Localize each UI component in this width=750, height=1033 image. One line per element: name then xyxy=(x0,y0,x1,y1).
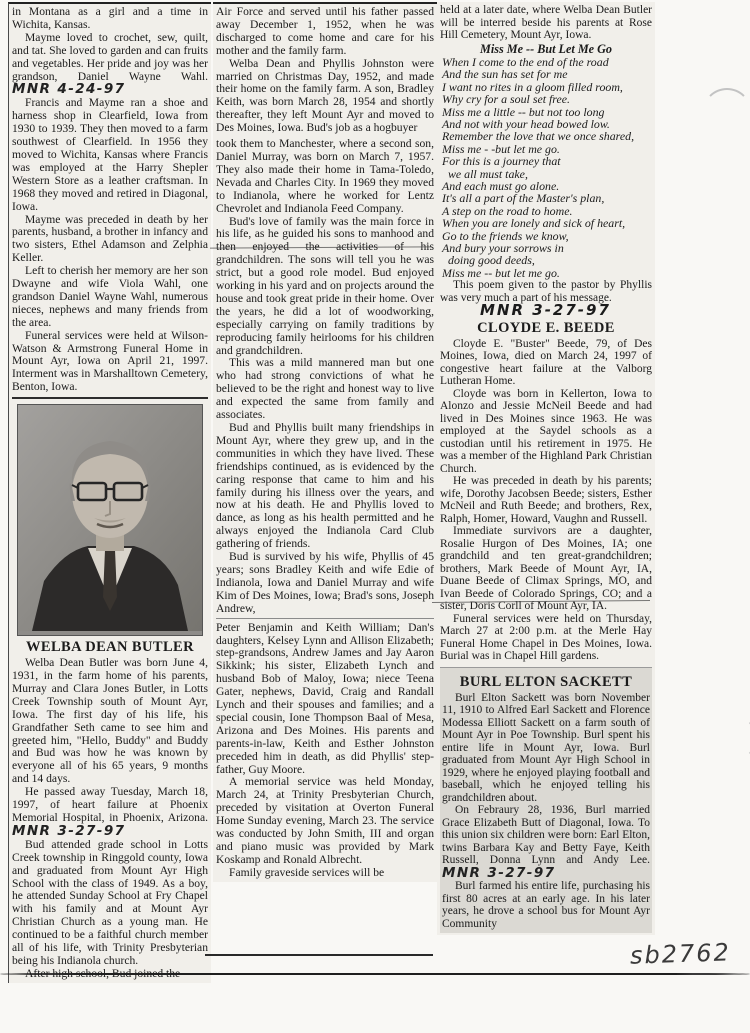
butler-paragraph: After high school, Bud joined the xyxy=(25,966,181,980)
poem-line: For this is a journey that xyxy=(442,154,561,169)
poem-line: When I come to the end of the road xyxy=(442,54,609,69)
butler-paragraph: Bud is survived by his wife, Phyllis of 45 years; sons Bradley Keith and wife Edie of Indianola, Iowa and Daniel Murray and wife Kim of Des Moines, Iowa; Brad's sons, Joseph Andrew, xyxy=(216,550,434,615)
beede-paragraph: Funeral services were held on Thursday, March 27 at 2:00 p.m. at the Merle Hay Funeral Home Chapel in Des Moines, Iowa. Burial was in Chapel Hill gardens. xyxy=(440,612,652,663)
wahl-paragraph: Francis and Mayme ran a shoe and harness shop in Clearfield, Iowa from 1930 to 1939. They then moved to a farm southwest of Clearfield. In 1956 they moved to Wichita, Kansas where Francis was employed at the Harry Shepler Western Store as a leather craftsman. In 1968 they moved and retired in Diagonal, Iowa. xyxy=(12,96,208,213)
butler-paragraph: held at a later date, where Welba Dean Butler will be interred beside his parents at Rose Hill Cemetery, Mount Ayr, Iowa. xyxy=(440,4,652,41)
poem-line: Go to the friends we know, xyxy=(442,228,569,243)
handwritten-date-wahl: MNR 4-24-97 xyxy=(12,81,126,98)
punch-hole-mark xyxy=(722,716,750,760)
butler-paragraph: Peter Benjamin and Keith William; Dan's daughters, Kelsey Lynn and Allison Elizabeth; step-grandsons, Andrew James and Jay Aaron Sikkink; his sister, Elizabeth Lynch and husband Bob of Maloy, Iowa; niece Teena Gater, nephews, David, Craig and Randall Lynch and their spouses and families; and a special cousin, Ione Thompson Baal of Mesa, Arizona and Des Moines. His parents and parents-in-law, Keith and Esther Johnston preceded him in death, as did Phyllis' step-father, Guy Moore. xyxy=(216,620,434,776)
butler-paragraph: Bud attended grade school in Lotts Creek township in Ringgold county, Iowa and graduated from Mount Ayr High School with the class of 1949. As a boy, he attended Sunday School at Fry Chapel with his family and at Mount Ayr Christian Church as a young man. He continued to be a faithful church member all of his life, with Trinity Presbyterian being his Indianola church. xyxy=(12,837,208,967)
sackett-paragraph xyxy=(442,804,650,880)
butler-paragraph: Family graveside services will be xyxy=(229,865,385,879)
clipping-rule xyxy=(12,397,208,399)
wahl-paragraph: Funeral services were held at Wilson-Watson & Armstrong Funeral Home in Mount Ayr, Iowa on April 21, 1997. Interment was in Marshalltown Cemetery, Benton, Iowa. xyxy=(12,328,208,394)
handwritten-date-poem: MNR 3-27-97 xyxy=(480,301,611,320)
punch-hole-mark xyxy=(726,438,750,482)
column-right xyxy=(437,2,655,935)
column-middle xyxy=(213,2,437,882)
butler-paragraph: Air Force and served until his father passed away December 1, 1952, when he was discharged to come home and care for his mother and the family farm. xyxy=(216,5,434,57)
butler-paragraph: Welba Dean and Phyllis Johnston were married on Christmas Day, 1952, and made their home on the family farm. A son, Bradley Keith, was born March 28, 1954 and shortly thereafter, they left Mount Ayr and moved to Des Moines, Iowa. Bud's job as a hogbuyer xyxy=(216,56,434,135)
handwritten-date-sackett: MNR 3-27-97 xyxy=(442,864,556,881)
clipping-edge-line xyxy=(205,954,433,956)
poem-line: Miss me - -but let me go. xyxy=(442,141,560,156)
poem-line: It's all a part of the Master's plan, xyxy=(442,191,605,206)
obituary-heading-beede: CLOYDE E. BEEDE xyxy=(477,319,615,336)
butler-paragraph: This was a mild mannered man but one who had strong convictions of what he believed to be the right and honest way to live and expected the same from family and associates. xyxy=(216,356,434,422)
obituary-heading-sackett: BURL ELTON SACKETT xyxy=(459,673,633,690)
butler-paragraph: took them to Manchester, where a second son, Daniel Murray, was born on March 7, 1957. They also made their home in Tama-Toledo, Nevada and Charles City. In 1969 they moved to Indianola, where he worked for Lentz Chevrolet and Indianola Feed Company. xyxy=(216,137,434,215)
handwritten-date-butler: MNR 3-27-97 xyxy=(12,822,126,839)
handwritten-scan-code: sb2762 xyxy=(629,938,732,970)
portrait-illustration xyxy=(18,405,202,631)
sackett-paragraph: Burl farmed his entire life, purchasing his first 80 acres at an early age. In his later years, he drove a school bus for Mount Ayr Community xyxy=(442,880,650,930)
poem-line: Why cry for a soul set free. xyxy=(442,92,571,107)
wahl-paragraph: Left to cherish her memory are her son Dwayne and wife Viola Wahl, one grandson Daniel Wayne Wahl, numerous nieces, nephews and many friends from the area. xyxy=(12,264,208,329)
page-bottom-edge-line xyxy=(0,973,750,975)
punch-hole-mark xyxy=(702,88,750,138)
poem-line: I want no rites in a gloom filled room, xyxy=(442,79,623,94)
butler-paragraph: This poem given to the pastor by Phyllis was very much a part of his message. xyxy=(440,279,652,304)
butler-paragraph: Bud's love of family was the main force in his life, as he guided his sons to manhood and then enjoyed the activities of his grandchildren. The sons will tell you he was strict, but a good role model. Bud enjoyed working in his yard and on projects around the house and took great pride in their home. Over the years, he did a lot of woodworking, especially carrying on family traditions by reproducing family heirlooms for his children and grandchildren. xyxy=(216,214,434,357)
poem-line: And each must go alone. xyxy=(442,178,560,193)
butler-paragraph: Bud and Phyllis built many friendships in Mount Ayr, where they grew up, and in the communities in which they have lived. These friendships continued, as is evidenced by the caring response that came to him and his family during his illness over the years, and now at his death. He and Phyllis loved to dance, as long as his health permitted and he always enjoyed the Indianola Card Club gathering of friends. xyxy=(216,421,434,551)
beede-paragraph: Cloyde E. "Buster" Beede, 79, of Des Moines, Iowa, died on March 24, 1997 of congestive heart failure at the Valborg Lutheran Home. xyxy=(440,337,652,388)
poem-title: Miss Me -- But Let Me Go xyxy=(479,41,613,56)
portrait-photo-welba-dean-butler xyxy=(17,404,203,636)
wahl-paragraph xyxy=(12,32,208,98)
obituary-heading-butler: WELBA DEAN BUTLER xyxy=(26,639,194,656)
butler-paragraph-text: He passed away Tuesday, March 18, 1997, of heart failure at Phoenix Memorial Hospital, in Phoenix, Arizona. xyxy=(12,785,208,824)
poem-line: we all must take, xyxy=(448,166,528,181)
poem-line: Miss me a little -- but not too long xyxy=(442,104,605,119)
poem-line: A step on the road to home. xyxy=(442,203,573,218)
poem-line: And bury your sorrows in xyxy=(442,241,564,255)
poem-line: doing good deeds, xyxy=(448,253,535,268)
poem-line: When you are lonely and sick of heart, xyxy=(442,216,626,231)
butler-paragraph: Welba Dean Butler was born June 4, 1931, in the farm home of his parents, Murray and Clara Jones Butler, in Lotts Creek Township south of Mount Ayr, Iowa. The first day of his life, his Grandfather Seth came to see him and greeted him, "Hello, Buddy" and Buddy and Bud was how he was known by everyone all of his 65 years, 9 months and 14 days. xyxy=(12,656,208,786)
sackett-paragraph-text: On Febraury 28, 1936, Burl married Grace Elizabeth Butt of Diagonal, Iowa. To this union six children were born: Earl Elton, twins Barbara Kay and Betty Faye, Keith Russell, Donna Lynn and Andy Lee. xyxy=(442,804,650,867)
sackett-paragraph: Burl Elton Sackett was born November 11, 1910 to Alfred Earl Sackett and Florence Modessa Elliott Sackett on a farm south of Mount Ayr in Poe Township. Burl spent his entire life in Mount Ayr, Iowa. Burl graduated from Mount Ayr High School in 1929, where he enjoyed playing football and baseball, which he enjoyed telling his grandchildren about. xyxy=(442,691,650,804)
poem-line: Remember the love that we once shared, xyxy=(442,129,635,144)
butler-paragraph xyxy=(12,786,208,839)
column-left xyxy=(8,2,211,983)
beede-paragraph: He was preceded in death by his parents; wife, Dorothy Jacobsen Beede; sisters, Esther McNeil and Ruth Beede; and brothers, Rex, Ralph, Homer, Howard, Vaughn and Russell. xyxy=(440,475,652,525)
wahl-paragraph: Mayme was preceded in death by her parents, husband, a brother in infancy and two sisters, Ethel Adamson and Zelphia Keller. xyxy=(12,212,208,265)
wahl-paragraph-text: Mayme loved to crochet, sew, quilt, and tat. She loved to garden and can fruits and vegetables. Her pride and joy was her grandson, Daniel Wayne Wahl. xyxy=(12,30,208,83)
obituary-sackett-clipping xyxy=(440,667,652,934)
butler-paragraph: A memorial service was held Monday, March 24, at Trinity Presbyterian Church, preceded by visitation at Overton Funeral Home Sunday evening, March 23. The service was conducted by John Smith, III and organ and piano music was provided by Mark Koskamp and Ronald Albrecht. xyxy=(216,775,434,866)
beede-paragraph: Cloyde was born in Kellerton, Iowa to Alonzo and Jessie McNeil Beede and had lived in Des Moines since 1963. He was employed at the Saydel schools as a custodian until his retirement in 1975. He was a member of the Highland Park Christian Church. xyxy=(440,387,652,475)
poem-line: And not with your head bowed low. xyxy=(442,116,610,131)
beede-paragraph: Immediate survivors are a daughter, Rosalie Hurgon of Des Moines, IA; one grandchild and ten great-grandchildren; brothers, Mark Beede of Mount Ayr, IA, Duane Beede of Climax Springs, MO, and Ivan Beede of Colorado Springs, CO; and a sister, Doris Corll of Mount Ayr, IA. xyxy=(440,525,652,613)
poem-line: Miss me -- but let me go. xyxy=(442,265,560,280)
poem-line: And the sun has set for me xyxy=(442,67,568,82)
clipping-seam xyxy=(216,618,434,619)
wahl-paragraph: in Montana as a girl and a time in Wichita, Kansas. xyxy=(12,5,208,31)
memorial-poem xyxy=(440,43,652,280)
